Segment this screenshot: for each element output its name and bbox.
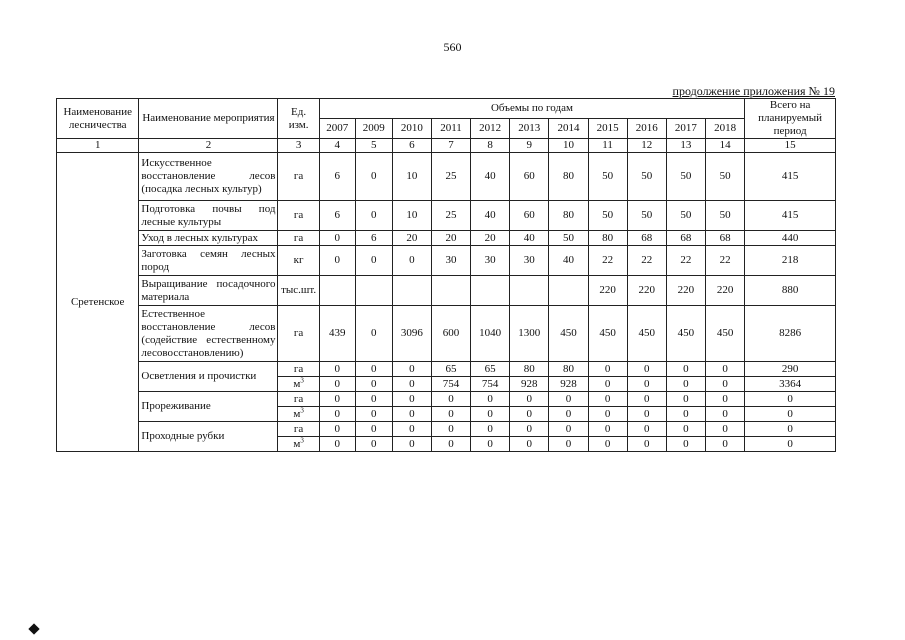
value-cell: 0 bbox=[319, 437, 355, 452]
value-cell: 220 bbox=[705, 276, 744, 306]
value-cell: 0 bbox=[510, 422, 549, 437]
unit-cell: га bbox=[278, 153, 319, 201]
value-cell: 0 bbox=[319, 422, 355, 437]
column-number: 13 bbox=[666, 139, 705, 153]
value-cell: 68 bbox=[705, 231, 744, 246]
value-cell: 0 bbox=[705, 362, 744, 377]
value-cell: 25 bbox=[431, 201, 470, 231]
measure-name: Уход в лесных культурах bbox=[139, 231, 278, 246]
value-cell: 30 bbox=[431, 246, 470, 276]
table-row bbox=[57, 201, 836, 231]
table-row bbox=[57, 392, 836, 407]
year-header: 2015 bbox=[588, 119, 627, 139]
value-cell: 50 bbox=[588, 201, 627, 231]
value-cell: 65 bbox=[431, 362, 470, 377]
value-cell: 0 bbox=[588, 377, 627, 392]
column-number: 15 bbox=[745, 139, 836, 153]
measure-name: Искусственное восстановление лесов (посадка лесных культур) bbox=[139, 153, 278, 201]
value-cell bbox=[392, 276, 431, 306]
value-cell: 0 bbox=[355, 392, 392, 407]
unit-text: м bbox=[293, 437, 301, 450]
value-cell: 40 bbox=[510, 231, 549, 246]
value-cell: 754 bbox=[471, 377, 510, 392]
value-cell: 220 bbox=[588, 276, 627, 306]
value-cell: 68 bbox=[627, 231, 666, 246]
value-cell: 50 bbox=[627, 153, 666, 201]
total-cell: 290 bbox=[745, 362, 836, 377]
table-row bbox=[57, 306, 836, 362]
scan-mark bbox=[28, 623, 39, 634]
value-cell: 0 bbox=[627, 392, 666, 407]
value-cell: 50 bbox=[666, 201, 705, 231]
value-cell: 0 bbox=[627, 437, 666, 452]
column-number: 11 bbox=[588, 139, 627, 153]
value-cell: 0 bbox=[705, 377, 744, 392]
value-cell: 0 bbox=[355, 377, 392, 392]
table-row bbox=[57, 153, 836, 201]
unit-cell: га bbox=[278, 362, 319, 377]
value-cell: 0 bbox=[549, 392, 588, 407]
total-cell: 8286 bbox=[745, 306, 836, 362]
value-cell: 0 bbox=[549, 407, 588, 422]
value-cell: 40 bbox=[471, 153, 510, 201]
value-cell: 0 bbox=[471, 392, 510, 407]
value-cell: 0 bbox=[627, 422, 666, 437]
page-number: 560 bbox=[443, 40, 462, 54]
value-cell: 6 bbox=[319, 201, 355, 231]
measure-name: Прореживание bbox=[139, 392, 278, 422]
year-header: 2007 bbox=[319, 119, 355, 139]
measure-name: Естественное восстановление лесов (содействие естественному лесовосстановлению) bbox=[139, 306, 278, 362]
value-cell: 0 bbox=[392, 407, 431, 422]
value-cell: 0 bbox=[319, 392, 355, 407]
value-cell: 0 bbox=[355, 362, 392, 377]
value-cell: 0 bbox=[319, 407, 355, 422]
value-cell: 450 bbox=[627, 306, 666, 362]
total-cell: 440 bbox=[745, 231, 836, 246]
value-cell: 22 bbox=[627, 246, 666, 276]
value-cell: 0 bbox=[705, 407, 744, 422]
value-cell: 928 bbox=[549, 377, 588, 392]
unit-cell bbox=[278, 377, 319, 392]
year-header: 2011 bbox=[431, 119, 470, 139]
value-cell: 0 bbox=[392, 392, 431, 407]
value-cell: 10 bbox=[392, 153, 431, 201]
value-cell: 0 bbox=[627, 377, 666, 392]
value-cell: 450 bbox=[666, 306, 705, 362]
value-cell: 0 bbox=[392, 362, 431, 377]
value-cell: 60 bbox=[510, 201, 549, 231]
value-cell: 754 bbox=[431, 377, 470, 392]
value-cell: 0 bbox=[355, 246, 392, 276]
unit-cell: тыс.шт. bbox=[278, 276, 319, 306]
column-number: 9 bbox=[510, 139, 549, 153]
value-cell bbox=[510, 276, 549, 306]
value-cell bbox=[549, 276, 588, 306]
value-cell: 220 bbox=[666, 276, 705, 306]
value-cell: 0 bbox=[588, 437, 627, 452]
value-cell: 80 bbox=[510, 362, 549, 377]
value-cell: 50 bbox=[705, 201, 744, 231]
value-cell: 60 bbox=[510, 153, 549, 201]
total-cell: 0 bbox=[745, 392, 836, 407]
year-header: 2010 bbox=[392, 119, 431, 139]
value-cell: 0 bbox=[666, 407, 705, 422]
value-cell bbox=[471, 276, 510, 306]
value-cell: 25 bbox=[431, 153, 470, 201]
total-cell: 415 bbox=[745, 201, 836, 231]
column-number: 12 bbox=[627, 139, 666, 153]
value-cell: 22 bbox=[705, 246, 744, 276]
header-unit: Ед. изм. bbox=[278, 99, 319, 139]
unit-cell: кг bbox=[278, 246, 319, 276]
value-cell: 0 bbox=[355, 422, 392, 437]
total-cell: 0 bbox=[745, 407, 836, 422]
value-cell: 80 bbox=[549, 362, 588, 377]
total-cell: 0 bbox=[745, 422, 836, 437]
forestry-name: Сретенское bbox=[57, 153, 139, 452]
value-cell: 450 bbox=[549, 306, 588, 362]
value-cell: 450 bbox=[588, 306, 627, 362]
value-cell: 0 bbox=[355, 306, 392, 362]
unit-cell: га bbox=[278, 306, 319, 362]
value-cell: 0 bbox=[588, 422, 627, 437]
value-cell: 0 bbox=[588, 362, 627, 377]
value-cell: 0 bbox=[549, 437, 588, 452]
total-cell: 0 bbox=[745, 437, 836, 452]
column-number: 2 bbox=[139, 139, 278, 153]
table-row bbox=[57, 246, 836, 276]
value-cell: 10 bbox=[392, 201, 431, 231]
value-cell: 0 bbox=[319, 246, 355, 276]
table-row bbox=[57, 276, 836, 306]
value-cell: 50 bbox=[705, 153, 744, 201]
value-cell: 80 bbox=[549, 153, 588, 201]
unit-superscript: 3 bbox=[300, 376, 304, 384]
value-cell: 20 bbox=[392, 231, 431, 246]
value-cell: 1040 bbox=[471, 306, 510, 362]
value-cell: 0 bbox=[588, 392, 627, 407]
value-cell: 439 bbox=[319, 306, 355, 362]
value-cell: 65 bbox=[471, 362, 510, 377]
value-cell: 0 bbox=[627, 362, 666, 377]
value-cell: 0 bbox=[431, 422, 470, 437]
value-cell: 0 bbox=[510, 407, 549, 422]
value-cell: 0 bbox=[319, 362, 355, 377]
value-cell: 0 bbox=[705, 437, 744, 452]
table-row bbox=[57, 362, 836, 377]
column-number: 10 bbox=[549, 139, 588, 153]
value-cell: 0 bbox=[431, 392, 470, 407]
value-cell: 80 bbox=[588, 231, 627, 246]
total-cell: 415 bbox=[745, 153, 836, 201]
value-cell: 0 bbox=[319, 231, 355, 246]
header-forestry: Наименование лесничества bbox=[57, 99, 139, 139]
table-row bbox=[57, 231, 836, 246]
value-cell: 0 bbox=[549, 422, 588, 437]
value-cell: 6 bbox=[319, 153, 355, 201]
column-number: 5 bbox=[355, 139, 392, 153]
value-cell: 0 bbox=[355, 437, 392, 452]
header-total: Всего на планируемый период bbox=[745, 99, 836, 139]
unit-text: м bbox=[293, 377, 301, 390]
value-cell bbox=[355, 276, 392, 306]
value-cell: 0 bbox=[392, 377, 431, 392]
unit-cell: га bbox=[278, 422, 319, 437]
value-cell bbox=[319, 276, 355, 306]
year-header: 2017 bbox=[666, 119, 705, 139]
column-number: 14 bbox=[705, 139, 744, 153]
value-cell: 30 bbox=[510, 246, 549, 276]
value-cell: 50 bbox=[627, 201, 666, 231]
value-cell: 50 bbox=[666, 153, 705, 201]
unit-cell: га bbox=[278, 392, 319, 407]
value-cell: 0 bbox=[666, 392, 705, 407]
year-header: 2016 bbox=[627, 119, 666, 139]
unit-superscript: 3 bbox=[300, 406, 304, 414]
value-cell: 1300 bbox=[510, 306, 549, 362]
value-cell: 68 bbox=[666, 231, 705, 246]
unit-cell bbox=[278, 407, 319, 422]
value-cell: 22 bbox=[666, 246, 705, 276]
value-cell: 40 bbox=[471, 201, 510, 231]
header-measure: Наименование мероприятия bbox=[139, 99, 278, 139]
value-cell: 0 bbox=[392, 437, 431, 452]
header-volumes: Объемы по годам bbox=[319, 99, 745, 119]
total-cell: 218 bbox=[745, 246, 836, 276]
value-cell bbox=[431, 276, 470, 306]
value-cell: 30 bbox=[471, 246, 510, 276]
value-cell: 0 bbox=[392, 246, 431, 276]
value-cell: 0 bbox=[627, 407, 666, 422]
value-cell: 80 bbox=[549, 201, 588, 231]
value-cell: 20 bbox=[431, 231, 470, 246]
value-cell: 0 bbox=[666, 377, 705, 392]
year-header: 2014 bbox=[549, 119, 588, 139]
year-header: 2013 bbox=[510, 119, 549, 139]
value-cell: 0 bbox=[705, 392, 744, 407]
unit-superscript: 3 bbox=[300, 436, 304, 444]
value-cell: 0 bbox=[471, 437, 510, 452]
unit-cell: га bbox=[278, 201, 319, 231]
value-cell: 0 bbox=[666, 422, 705, 437]
column-number: 6 bbox=[392, 139, 431, 153]
measure-name: Проходные рубки bbox=[139, 422, 278, 452]
year-header: 2018 bbox=[705, 119, 744, 139]
value-cell: 0 bbox=[705, 422, 744, 437]
value-cell: 0 bbox=[666, 362, 705, 377]
unit-text: м bbox=[293, 407, 301, 420]
column-number: 8 bbox=[471, 139, 510, 153]
year-header: 2009 bbox=[355, 119, 392, 139]
column-number: 7 bbox=[431, 139, 470, 153]
value-cell: 0 bbox=[319, 377, 355, 392]
continuation-note: продолжение приложения № 19 bbox=[672, 84, 835, 98]
value-cell: 600 bbox=[431, 306, 470, 362]
measure-name: Выращивание посадочного материала bbox=[139, 276, 278, 306]
value-cell: 0 bbox=[471, 422, 510, 437]
total-cell: 880 bbox=[745, 276, 836, 306]
value-cell: 928 bbox=[510, 377, 549, 392]
table-row bbox=[57, 422, 836, 437]
column-number: 3 bbox=[278, 139, 319, 153]
value-cell: 220 bbox=[627, 276, 666, 306]
measure-name: Осветления и прочистки bbox=[139, 362, 278, 392]
total-cell: 3364 bbox=[745, 377, 836, 392]
forest-measures-table bbox=[56, 98, 836, 452]
unit-cell: га bbox=[278, 231, 319, 246]
value-cell: 0 bbox=[666, 437, 705, 452]
unit-cell bbox=[278, 437, 319, 452]
column-number: 4 bbox=[319, 139, 355, 153]
value-cell: 0 bbox=[431, 407, 470, 422]
value-cell: 6 bbox=[355, 231, 392, 246]
value-cell: 0 bbox=[355, 407, 392, 422]
value-cell: 0 bbox=[510, 437, 549, 452]
value-cell: 0 bbox=[471, 407, 510, 422]
value-cell: 3096 bbox=[392, 306, 431, 362]
column-number: 1 bbox=[57, 139, 139, 153]
value-cell: 450 bbox=[705, 306, 744, 362]
value-cell: 0 bbox=[355, 153, 392, 201]
measure-name: Подготовка почвы под лесные культуры bbox=[139, 201, 278, 231]
measure-name: Заготовка семян лесных пород bbox=[139, 246, 278, 276]
value-cell: 22 bbox=[588, 246, 627, 276]
value-cell: 0 bbox=[510, 392, 549, 407]
value-cell: 50 bbox=[588, 153, 627, 201]
value-cell: 0 bbox=[355, 201, 392, 231]
value-cell: 20 bbox=[471, 231, 510, 246]
year-header: 2012 bbox=[471, 119, 510, 139]
value-cell: 0 bbox=[431, 437, 470, 452]
value-cell: 40 bbox=[549, 246, 588, 276]
value-cell: 50 bbox=[549, 231, 588, 246]
value-cell: 0 bbox=[588, 407, 627, 422]
value-cell: 0 bbox=[392, 422, 431, 437]
